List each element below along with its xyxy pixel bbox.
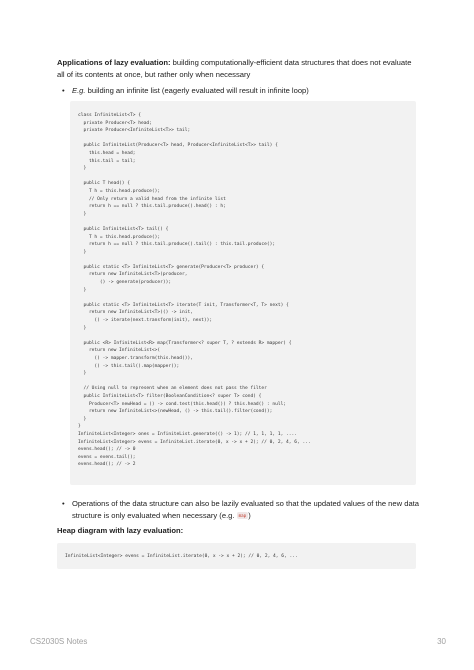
code-line: } <box>78 166 87 172</box>
bullet-dot-icon: • <box>62 86 65 95</box>
bullet-text <box>72 85 309 97</box>
code-line: public static <T> InfiniteList<T> iterate(T init, Transformer<T, T> next) { <box>78 302 289 308</box>
page-number: 30 <box>437 637 446 646</box>
bullet-text <box>72 498 422 522</box>
code-line: private Producer<InfiniteList<T>> tail; <box>78 128 191 134</box>
code-line: return new InfiniteList<T>(() -> init, <box>78 310 193 316</box>
code-line: public <R> InfiniteList<R> map(Transformer<? super T, ? extends R> mapper) { <box>78 340 292 346</box>
bullet-end: ) <box>248 511 251 520</box>
code-block-heap-diagram <box>57 543 416 569</box>
code-line: private Producer<T> head; <box>78 120 152 126</box>
code-line: } <box>78 287 87 293</box>
bullet-rest: building an infinite list (eagerly evaluated will result in infinite loop) <box>85 86 309 95</box>
code-line: InfiniteList<Integer> evens = InfiniteList.iterate(0, x -> x + 2); // 0, 2, 4, 6, ... <box>78 439 311 445</box>
code-line: } <box>78 211 87 217</box>
code-line: public InfiniteList<T> tail() { <box>78 226 169 232</box>
code-line: public T head() { <box>78 181 131 187</box>
code-line: } <box>78 371 87 377</box>
code-line <box>78 135 311 143</box>
code-line <box>78 294 311 302</box>
code-block-infinite-list <box>70 101 416 485</box>
intro-text: building computationally-efficient data structures that does not evaluate all of its contents at once, but rather only when necessary <box>57 58 412 79</box>
bullet-lazy-operations <box>62 498 422 522</box>
intro-bold-label: Applications of lazy evaluation: <box>57 58 171 67</box>
inline-code-map: map <box>238 513 247 518</box>
footer-title: CS2030S Notes <box>30 637 88 646</box>
bullet-infinite-list <box>62 85 422 97</box>
code-line: } <box>78 325 87 331</box>
code-line: evens.head(); // -> 2 <box>78 462 136 468</box>
code-line: // Using null to represent when an element does not pass the filter <box>78 386 267 392</box>
code-line: InfiniteList<Integer> evens = InfiniteList.iterate(0, x -> x + 2); // 0, 2, 4, 6, ... <box>65 554 298 559</box>
code-line: } <box>78 424 81 430</box>
code-line <box>78 218 311 226</box>
code-line: this.tail = tail; <box>78 158 136 164</box>
code-line: public static <T> InfiniteList<T> generate(Producer<T> producer) { <box>78 264 265 270</box>
code-line: return new InfiniteList<>(newHead, () -> this.tail().filter(cond)); <box>78 409 273 415</box>
code-line: InfiniteList<Integer> ones = InfiniteList.generate(() -> 1); // 1, 1, 1, 1, .... <box>78 431 297 437</box>
code-lines <box>78 112 311 469</box>
code-line: Producer<T> newHead = () -> cond.test(this.head()) ? this.head() : null; <box>78 401 287 407</box>
code-line: public InfiniteList(Producer<T> head, Producer<InfiniteList<T>> tail) { <box>78 143 278 149</box>
bullet-body: Operations of the data structure can also be lazily evaluated so that the updated values of the new data structure is only evaluated when necessary (e.g. <box>72 499 420 520</box>
code-line: } <box>78 249 87 255</box>
code-line: public InfiniteList<T> filter(BooleanCondition<? super T> cond) { <box>78 393 262 399</box>
code-line: return new InfiniteList<T>(producer, <box>78 272 188 278</box>
code-line: evens.head(); // -> 0 <box>78 447 136 453</box>
code-line: return h == null ? this.tail.produce().head() : h; <box>78 204 226 210</box>
code-line: () -> iterate(next.transform(init), next)); <box>78 318 213 324</box>
code-line: T h = this.head.produce(); <box>78 234 161 240</box>
code-line: return new InfiniteList<>( <box>78 348 161 354</box>
code-line: } <box>78 416 87 422</box>
code-line: T h = this.head.produce(); <box>78 188 161 194</box>
code-line <box>78 332 311 340</box>
code-line: () -> mapper.transform(this.head()), <box>78 356 193 361</box>
code-line: evens = evens.tail(); <box>78 454 136 460</box>
code-line: // Only return a valid head from the infinite list <box>78 196 226 202</box>
intro-paragraph <box>57 57 417 81</box>
code-line <box>78 173 311 181</box>
section-heading: Heap diagram with lazy evaluation: <box>57 526 184 535</box>
code-line <box>78 256 311 264</box>
code-line: return h == null ? this.tail.produce().tail() : this.tail.produce(); <box>78 242 276 248</box>
code-line <box>78 378 311 386</box>
code-line: () -> generate(producer)); <box>78 280 172 286</box>
code-line: () -> this.tail().map(mapper)); <box>78 363 180 369</box>
code-line: class InfiniteList<T> { <box>78 113 141 118</box>
code-lines <box>65 553 298 561</box>
code-line: this.head = head; <box>78 150 136 156</box>
bullet-dot-icon: • <box>62 499 65 508</box>
bullet-eg: E.g. <box>72 86 86 95</box>
